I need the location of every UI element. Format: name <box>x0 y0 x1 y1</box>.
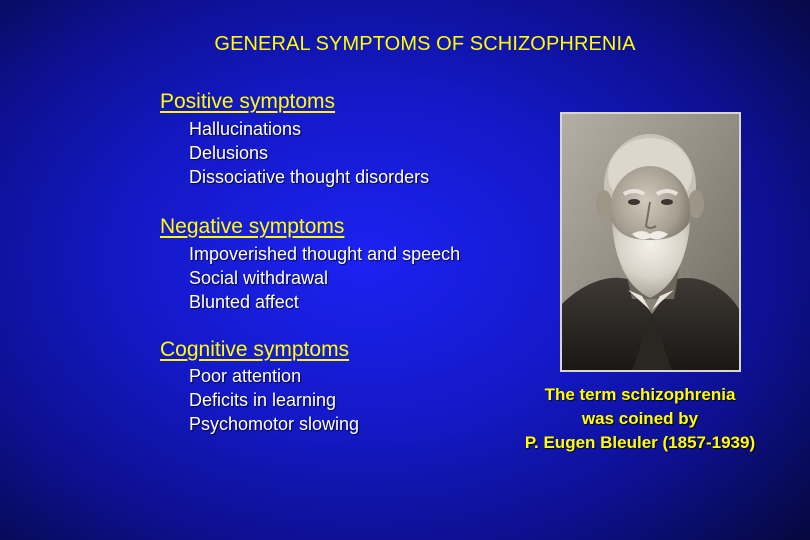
negative-symptom-item: Social withdrawal <box>189 268 329 288</box>
bleuler-portrait-photo <box>560 112 741 372</box>
positive-symptom-item: Dissociative thought disorders <box>189 167 430 187</box>
portrait-caption-line: was coined by <box>581 409 699 428</box>
cognitive-symptom-item: Poor attention <box>189 366 302 386</box>
positive-symptom-item: Delusions <box>189 143 269 163</box>
cognitive-symptoms-heading: Cognitive symptoms <box>160 338 350 361</box>
negative-symptoms-heading: Negative symptoms <box>160 215 345 238</box>
positive-symptom-item: Hallucinations <box>189 119 302 139</box>
positive-symptoms-heading: Positive symptoms <box>160 90 336 113</box>
cognitive-symptom-item: Deficits in learning <box>189 390 337 410</box>
slide-title: GENERAL SYMPTOMS OF SCHIZOPHRENIA <box>214 33 636 55</box>
negative-symptom-item: Blunted affect <box>189 292 299 312</box>
portrait-caption-line: P. Eugen Bleuler (1857-1939) <box>524 433 756 452</box>
negative-symptom-item: Impoverished thought and speech <box>189 244 461 264</box>
cognitive-symptom-item: Psychomotor slowing <box>189 414 360 434</box>
portrait-caption-line: The term schizophrenia <box>544 385 736 404</box>
